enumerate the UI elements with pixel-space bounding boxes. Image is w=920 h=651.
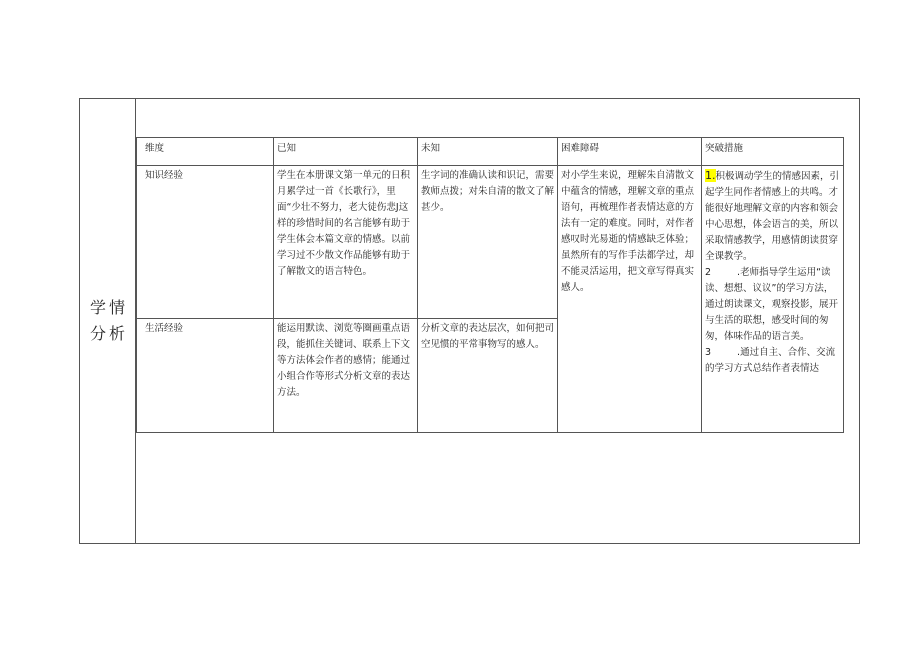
measure-item xyxy=(705,168,841,265)
measure-number: 1. xyxy=(705,169,716,182)
table-row xyxy=(137,166,844,319)
measure-item xyxy=(705,265,841,345)
header-difficulty: 困难障碍 xyxy=(558,138,702,166)
measure-number: 2 xyxy=(705,267,712,278)
header-measures: 突破措施 xyxy=(702,138,844,166)
header-dimension: 维度 xyxy=(137,138,274,166)
table-header-row xyxy=(137,138,844,166)
cell-known: 学生在本册课文第一单元的日积月累学过一首《长歌行》，里面“少壮不努力，老大徒伤悲J这样的珍惜时间的名言能够有助于学生体会本篇文章的情感。以前学习过不少散文作品能够有助于了解散文的语言特色。 xyxy=(274,166,418,319)
header-unknown: 未知 xyxy=(418,138,558,166)
header-known: 已知 xyxy=(274,138,418,166)
measure-number: 3 xyxy=(705,347,712,358)
cell-measures xyxy=(702,166,844,433)
measure-item xyxy=(705,345,841,377)
cell-unknown: 生字词的准确认读和识记，需要教师点拨；对朱自清的散文了解甚少。 xyxy=(418,166,558,319)
cell-difficulty: 对小学生来说，理解朱自清散文中蕴含的情感，理解文章的重点语句，再梳理作者表情达意的方法有一定的难度。同时，对作者感叹时光易逝的情感缺乏体验；虽然所有的写作手法都学过，却不能灵活运用，把文章写得真实感人。 xyxy=(558,166,702,433)
analysis-table xyxy=(136,137,844,433)
measure-text: .通过自主、合作、交流的学习方式总结作者表情达 xyxy=(705,347,836,374)
cell-known: 能运用默读、浏览等圈画重点语段，能抓住关键词、联系上下文等方法体会作者的感情；能通过小组合作等形式分析文章的表达方法。 xyxy=(274,319,418,433)
section-label: 学情分析 xyxy=(89,298,128,343)
row-dimension: 生活经验 xyxy=(137,319,274,433)
section-label-column xyxy=(80,99,136,543)
measure-text: .老师指导学生运用“读读、想想、议议”的学习方法，通过朗读课文，观察投影，展开与生活的联想，感受时间的匆匆，体味作品的语言美。 xyxy=(705,267,839,342)
measure-text: 积极调动学生的情感因素，引起学生同作者情感上的共鸣。才能很好地理解文章的内容和领会中心思想，体会语言的美，所以采取情感教学，用感情朗读贯穿全课教学。 xyxy=(705,171,840,262)
cell-unknown: 分析文章的表达层次，如何把司空见惯的平常事物写的感人。 xyxy=(418,319,558,433)
row-dimension: 知识经验 xyxy=(137,166,274,319)
